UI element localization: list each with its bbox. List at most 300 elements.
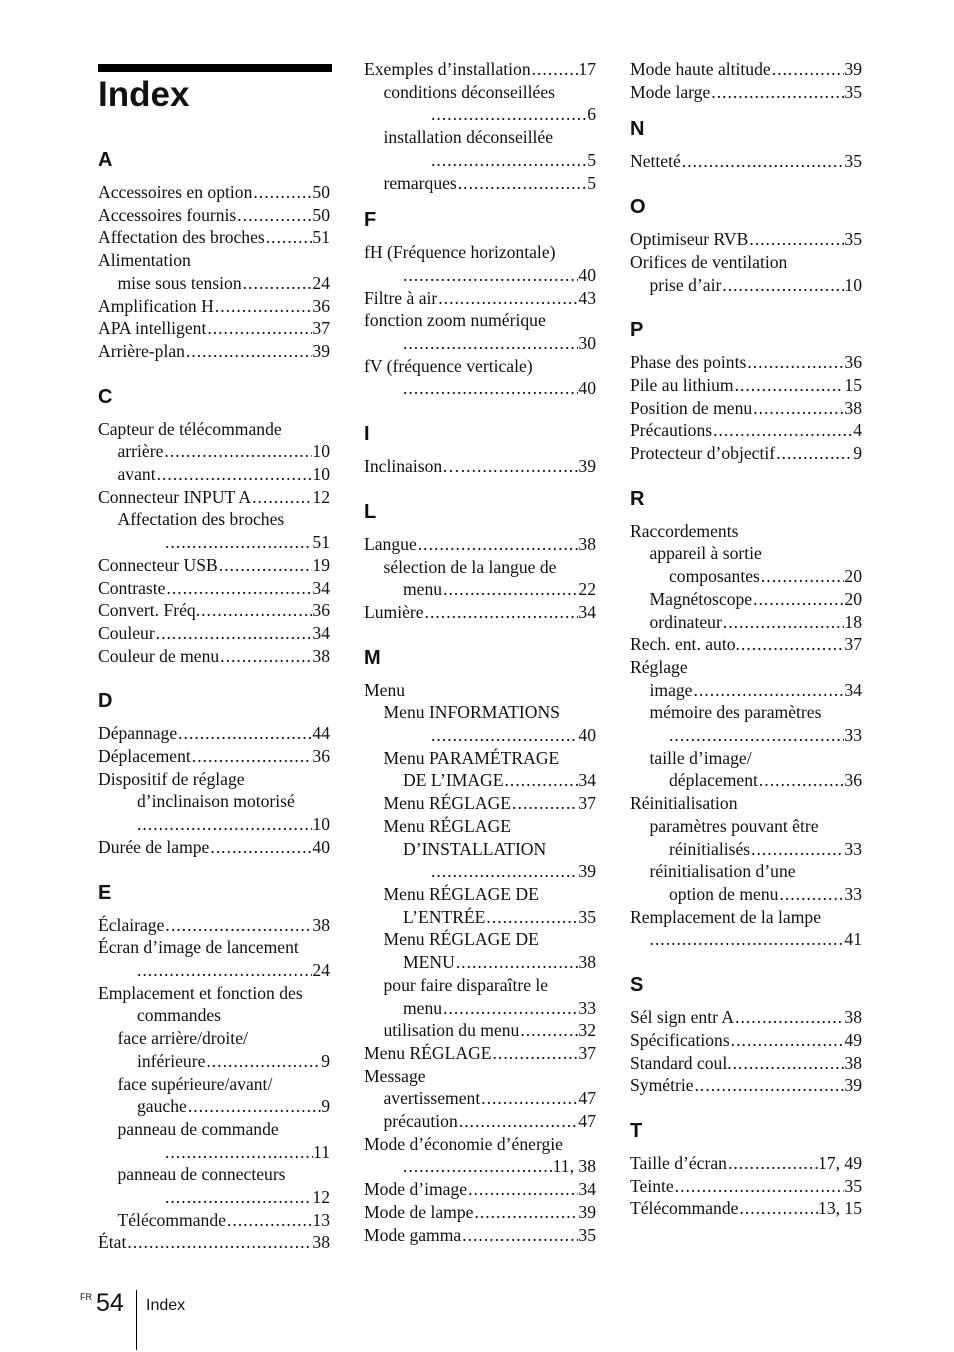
entry-term: Symétrie xyxy=(630,1075,694,1096)
entry-page-number: 13, 15 xyxy=(818,1198,862,1219)
index-section xyxy=(630,58,862,103)
entry-term: remarques xyxy=(383,172,457,193)
entry-term: Mode de lampe xyxy=(364,1201,474,1222)
entry-page-number: 33 xyxy=(844,838,862,859)
dot-leader xyxy=(155,622,313,645)
index-section xyxy=(364,58,596,194)
index-entry xyxy=(364,81,596,104)
dot-leader xyxy=(209,836,312,859)
entry-term: fV (fréquence verticale) xyxy=(364,355,533,376)
entry-term: Filtre à air xyxy=(364,287,438,308)
index-entry xyxy=(630,1074,862,1097)
index-entry xyxy=(630,769,862,792)
entry-term: Télécommande xyxy=(630,1198,739,1219)
index-entry xyxy=(364,906,596,929)
index-entry xyxy=(630,150,862,173)
entry-term: Phase des points xyxy=(630,352,747,373)
index-entry xyxy=(364,1065,596,1088)
section-letter: T xyxy=(630,1119,643,1142)
index-section xyxy=(364,422,596,478)
dot-leader xyxy=(771,58,845,81)
index-entry xyxy=(364,860,596,883)
entry-page-number: 40 xyxy=(312,836,330,857)
index-entry xyxy=(364,149,596,172)
dot-leader xyxy=(485,906,578,929)
index-entry xyxy=(630,588,862,611)
dot-leader xyxy=(403,264,578,287)
entry-term: Mode d’image xyxy=(364,1179,468,1200)
entry-page-number: 38 xyxy=(844,1052,862,1073)
entry-page-number: 11, 38 xyxy=(552,1156,596,1177)
index-entry xyxy=(364,997,596,1020)
entry-page-number: 9 xyxy=(321,1050,330,1071)
entry-term: Couleur de menu xyxy=(98,645,220,666)
entry-page-number: 38 xyxy=(312,914,330,935)
entry-page-number: 10 xyxy=(312,441,330,462)
dot-leader xyxy=(431,103,587,126)
entry-term: pour faire disparaître le xyxy=(383,974,549,995)
entry-page-number: 39 xyxy=(312,340,330,361)
index-entry xyxy=(364,287,596,310)
index-entry xyxy=(98,645,330,668)
entry-term: État xyxy=(98,1232,127,1253)
index-entry xyxy=(630,274,862,297)
dot-leader xyxy=(722,611,845,634)
dot-leader xyxy=(163,440,312,463)
entry-term: fonction zoom numérique xyxy=(364,310,546,331)
index-entry xyxy=(630,611,862,634)
dot-leader xyxy=(265,226,313,249)
dot-leader xyxy=(137,959,312,982)
index-entry xyxy=(630,1052,862,1075)
entry-page-number: 39 xyxy=(578,1201,596,1222)
dot-leader xyxy=(185,340,312,363)
entry-term: paramètres pouvant être xyxy=(649,815,819,836)
entry-page-number: 37 xyxy=(578,1042,596,1063)
entry-page-number: 11 xyxy=(313,1141,330,1162)
dot-leader xyxy=(165,531,312,554)
entry-term: Position de menu xyxy=(630,397,753,418)
index-entry xyxy=(98,340,330,363)
dot-leader xyxy=(437,287,578,310)
entry-term: Remplacement de la lampe xyxy=(630,906,822,927)
dot-leader xyxy=(758,769,845,792)
dot-leader xyxy=(693,679,845,702)
entry-page-number: 4 xyxy=(853,420,862,441)
entry-term: Durée de lampe xyxy=(98,836,210,857)
entry-page-number: 35 xyxy=(844,229,862,250)
entry-page-number: 5 xyxy=(587,149,596,170)
index-entry xyxy=(98,1231,330,1254)
index-entry xyxy=(98,1163,330,1186)
entry-term: Menu INFORMATIONS xyxy=(383,702,560,723)
entry-term: Réglage xyxy=(630,656,688,677)
entry-term: menu xyxy=(403,579,443,600)
index-entry xyxy=(364,533,596,556)
index-entry xyxy=(364,172,596,195)
section-letter: D xyxy=(98,690,113,713)
entry-page-number: 10 xyxy=(312,464,330,485)
entry-page-number: 36 xyxy=(312,295,330,316)
entry-term: face supérieure/avant/ xyxy=(117,1073,273,1094)
entry-term: Accessoires fournis xyxy=(98,204,237,225)
index-entry xyxy=(364,1133,596,1156)
entry-page-number: 38 xyxy=(312,645,330,666)
entry-page-number: 34 xyxy=(312,622,330,643)
entry-page-number: 34 xyxy=(312,577,330,598)
entry-term: Alimentation xyxy=(98,250,191,271)
entry-page-number: 30 xyxy=(578,333,596,354)
entry-page-number: 35 xyxy=(578,1224,596,1245)
dot-leader xyxy=(748,228,844,251)
index-entry xyxy=(630,633,862,656)
index-entry xyxy=(98,554,330,577)
index-entry xyxy=(98,531,330,554)
entry-page-number: 39 xyxy=(578,861,596,882)
index-entry xyxy=(364,951,596,974)
index-entry xyxy=(630,1152,862,1175)
dot-leader xyxy=(251,486,312,509)
dot-leader xyxy=(431,724,578,747)
entry-page-number: 38 xyxy=(312,1232,330,1253)
index-entry xyxy=(98,936,330,959)
entry-term: Emplacement et fonction des xyxy=(98,982,303,1003)
index-entry xyxy=(98,577,330,600)
dot-leader xyxy=(137,813,312,836)
index-entry xyxy=(98,745,330,768)
entry-page-number: 15 xyxy=(844,374,862,395)
entry-term: Accessoires en option xyxy=(98,182,253,202)
entry-term: Mode large xyxy=(630,81,711,102)
index-entry xyxy=(364,769,596,792)
index-entry xyxy=(98,1073,330,1096)
entry-page-number: 47 xyxy=(578,1111,596,1132)
index-entry xyxy=(364,455,596,478)
index-entry xyxy=(98,599,330,622)
section-letter: L xyxy=(364,500,377,523)
dot-leader xyxy=(752,588,844,611)
index-entry xyxy=(364,309,596,332)
index-entry xyxy=(98,181,330,204)
entry-term: Précautions xyxy=(630,420,713,441)
index-entry xyxy=(98,204,330,227)
entry-page-number: 10 xyxy=(844,274,862,295)
entry-page-number: 39 xyxy=(844,59,862,79)
dot-leader xyxy=(730,1029,845,1052)
dot-leader xyxy=(165,577,312,600)
index-entry xyxy=(630,565,862,588)
index-entry xyxy=(98,463,330,486)
index-entry xyxy=(364,1155,596,1178)
dot-leader xyxy=(431,860,578,883)
index-entry xyxy=(98,418,330,441)
index-entry xyxy=(364,679,596,702)
index-entry xyxy=(630,1197,862,1220)
index-entry xyxy=(364,747,596,770)
dot-leader xyxy=(519,1019,578,1042)
index-section xyxy=(364,500,596,624)
section-letter: M xyxy=(364,646,381,669)
entry-page-number: 38 xyxy=(578,533,596,554)
dot-leader xyxy=(740,633,844,656)
entry-term: avant xyxy=(117,464,156,485)
entry-term: D’INSTALLATION xyxy=(403,838,547,859)
index-section xyxy=(630,487,862,951)
entry-page-number: 12 xyxy=(312,486,330,507)
entry-term: Menu PARAMÉTRAGE xyxy=(383,747,560,768)
entry-page-number: 40 xyxy=(578,725,596,746)
index-entry xyxy=(630,1175,862,1198)
dot-leader xyxy=(732,1052,845,1075)
index-entry xyxy=(364,883,596,906)
entry-term: taille d’image/ xyxy=(649,747,752,768)
index-entry xyxy=(364,792,596,815)
entry-page-number: 35 xyxy=(578,906,596,927)
entry-term: Spécifications xyxy=(630,1029,730,1050)
entry-page-number: 38 xyxy=(844,1007,862,1028)
dot-leader xyxy=(242,272,313,295)
entry-page-number: 37 xyxy=(844,634,862,655)
entry-term: Inclinaison… xyxy=(364,456,460,477)
entry-page-number: 9 xyxy=(853,443,862,464)
entry-term: L’ENTRÉE xyxy=(403,906,486,927)
entry-page-number: 36 xyxy=(312,600,330,621)
entry-term: Protecteur d’objectif xyxy=(630,443,776,464)
index-section xyxy=(98,385,330,668)
dot-leader xyxy=(492,1042,579,1065)
entry-page-number: 17 xyxy=(578,59,596,79)
entry-page-number: 35 xyxy=(844,1175,862,1196)
entry-term: Exemples d’installation xyxy=(364,59,531,79)
entry-page-number: 24 xyxy=(312,959,330,980)
index-entry xyxy=(364,332,596,355)
dot-leader xyxy=(721,274,844,297)
entry-term: menu xyxy=(403,997,443,1018)
entry-term: Teinte xyxy=(630,1175,674,1196)
section-letter: N xyxy=(630,118,645,141)
index-entry xyxy=(630,397,862,420)
entry-term: conditions déconseillées xyxy=(383,81,555,102)
entry-term: Menu RÉGLAGE xyxy=(383,793,512,814)
entry-term: Connecteur USB xyxy=(98,554,218,575)
entry-page-number: 5 xyxy=(587,172,596,193)
entry-page-number: 47 xyxy=(578,1088,596,1109)
entry-term: appareil à sortie xyxy=(649,543,762,564)
dot-leader xyxy=(165,1186,312,1209)
dot-leader xyxy=(738,1197,818,1220)
entry-term: option de menu xyxy=(669,883,779,904)
entry-term: Déplacement xyxy=(98,746,191,767)
entry-page-number: 43 xyxy=(578,287,596,308)
entry-term: Langue xyxy=(364,533,417,554)
section-letter: O xyxy=(630,196,646,219)
entry-page-number: 36 xyxy=(844,352,862,373)
index-entry xyxy=(630,724,862,747)
entry-term: gauche xyxy=(137,1096,187,1117)
entry-term: DE L’IMAGE xyxy=(403,770,504,791)
entry-page-number: 34 xyxy=(578,770,596,791)
index-entry xyxy=(364,556,596,579)
dot-leader xyxy=(164,914,312,937)
entry-page-number: 34 xyxy=(578,601,596,622)
entry-term: panneau de connecteurs xyxy=(117,1164,286,1185)
index-section xyxy=(364,646,596,1247)
dot-leader xyxy=(252,181,312,204)
index-entry xyxy=(630,679,862,702)
page-title: Index xyxy=(98,75,190,114)
entry-term: Arrière-plan xyxy=(98,340,185,361)
dot-leader xyxy=(156,463,313,486)
dot-leader xyxy=(236,204,312,227)
index-column-1 xyxy=(98,148,330,1254)
index-entry xyxy=(98,1027,330,1050)
entry-term: Sél sign entr A xyxy=(630,1007,735,1028)
entry-term: Taille d’écran xyxy=(630,1152,727,1173)
entry-page-number: 35 xyxy=(844,151,862,172)
index-entry xyxy=(364,1042,596,1065)
index-entry xyxy=(98,1118,330,1141)
entry-term: Convert. Fréq. xyxy=(98,600,201,621)
entry-page-number: 51 xyxy=(312,532,330,553)
entry-page-number: 40 xyxy=(578,264,596,285)
entry-page-number: 36 xyxy=(312,746,330,767)
section-letter: F xyxy=(364,209,377,232)
entry-term: Télécommande xyxy=(117,1209,226,1230)
index-entry xyxy=(364,58,596,81)
dot-leader xyxy=(650,928,845,951)
index-entry xyxy=(364,815,596,838)
entry-term: Message xyxy=(364,1065,426,1086)
dot-leader xyxy=(480,1087,578,1110)
dot-leader xyxy=(674,1175,845,1198)
entry-term: réinitialisation d’une xyxy=(649,861,796,882)
dot-leader xyxy=(424,601,579,624)
index-entry xyxy=(98,1004,330,1027)
entry-term: Rech. ent. auto. xyxy=(630,634,740,655)
index-entry xyxy=(98,790,330,813)
index-entry xyxy=(364,1087,596,1110)
entry-page-number: 38 xyxy=(844,397,862,418)
entry-term: Mode d’économie d’énergie xyxy=(364,1133,563,1154)
index-section xyxy=(630,117,862,173)
entry-page-number: 17, 49 xyxy=(818,1152,862,1173)
entry-term: ordinateur xyxy=(649,611,722,632)
entry-term: Menu RÉGLAGE xyxy=(364,1042,492,1063)
dot-leader xyxy=(681,150,845,173)
index-entry xyxy=(630,520,862,543)
index-section xyxy=(630,973,862,1097)
dot-leader xyxy=(734,374,845,397)
entry-page-number: 18 xyxy=(844,611,862,632)
entry-term: Dispositif de réglage xyxy=(98,768,245,789)
entry-term: arrière xyxy=(117,441,164,462)
entry-page-number: 34 xyxy=(844,679,862,700)
index-entry xyxy=(364,724,596,747)
dot-leader xyxy=(205,1050,321,1073)
entry-page-number: 36 xyxy=(844,770,862,791)
entry-term: fH (Fréquence horizontale) xyxy=(364,242,556,263)
dot-leader xyxy=(191,745,313,768)
index-column-3 xyxy=(630,58,862,1220)
index-entry xyxy=(364,928,596,951)
index-entry xyxy=(630,542,862,565)
dot-leader xyxy=(187,1095,321,1118)
entry-term: Écran d’image de lancement xyxy=(98,937,299,958)
dot-leader xyxy=(219,645,312,668)
index-entry xyxy=(98,1050,330,1073)
dot-leader xyxy=(531,58,579,81)
index-entry xyxy=(364,355,596,378)
index-entry xyxy=(630,838,862,861)
section-letter: P xyxy=(630,319,644,342)
entry-term: Affectation des broches xyxy=(98,227,265,248)
entry-page-number: 39 xyxy=(844,1075,862,1096)
index-entry xyxy=(364,103,596,126)
section-letter: E xyxy=(98,881,112,904)
section-letter: A xyxy=(98,149,113,171)
dot-leader xyxy=(214,295,313,318)
entry-page-number: 33 xyxy=(844,883,862,904)
entry-term: Menu RÉGLAGE DE xyxy=(383,883,539,904)
index-entry xyxy=(98,722,330,745)
index-entry xyxy=(364,126,596,149)
dot-leader xyxy=(457,172,587,195)
index-section xyxy=(98,689,330,858)
entry-page-number: 24 xyxy=(312,272,330,293)
index-entry xyxy=(364,241,596,264)
index-entry xyxy=(630,251,862,274)
entry-page-number: 50 xyxy=(312,182,330,202)
entry-term: Magnétoscope xyxy=(649,588,753,609)
index-entry xyxy=(630,906,862,929)
dot-leader xyxy=(403,1155,553,1178)
index-entry xyxy=(98,295,330,318)
index-entry xyxy=(630,1006,862,1029)
entry-term: mémoire des paramètres xyxy=(649,702,822,723)
index-section xyxy=(364,208,596,400)
entry-page-number: 6 xyxy=(587,104,596,125)
index-entry xyxy=(630,58,862,81)
entry-term: déplacement xyxy=(669,770,758,791)
index-entry xyxy=(630,656,862,679)
index-section xyxy=(98,148,330,363)
entry-page-number: 22 xyxy=(578,579,596,600)
index-entry xyxy=(98,982,330,1005)
dot-leader xyxy=(511,792,578,815)
dot-leader xyxy=(461,1224,578,1247)
title-rule xyxy=(98,64,332,72)
index-entry xyxy=(98,508,330,531)
dot-leader xyxy=(417,533,579,556)
entry-term: prise d’air xyxy=(649,274,722,295)
dot-leader xyxy=(752,397,844,420)
index-entry xyxy=(98,1141,330,1164)
dot-leader xyxy=(473,1201,578,1224)
entry-page-number: 33 xyxy=(844,725,862,746)
index-entry xyxy=(364,1178,596,1201)
dot-leader xyxy=(455,951,579,974)
dot-leader xyxy=(504,769,579,792)
entry-page-number: 34 xyxy=(578,1179,596,1200)
dot-leader xyxy=(206,317,312,340)
index-entry xyxy=(98,1186,330,1209)
entry-page-number: 19 xyxy=(312,554,330,575)
entry-term: Menu RÉGLAGE xyxy=(383,815,512,836)
entry-term: installation déconseillée xyxy=(383,127,554,148)
index-entry xyxy=(98,622,330,645)
entry-page-number: 20 xyxy=(844,566,862,587)
index-entry xyxy=(630,792,862,815)
